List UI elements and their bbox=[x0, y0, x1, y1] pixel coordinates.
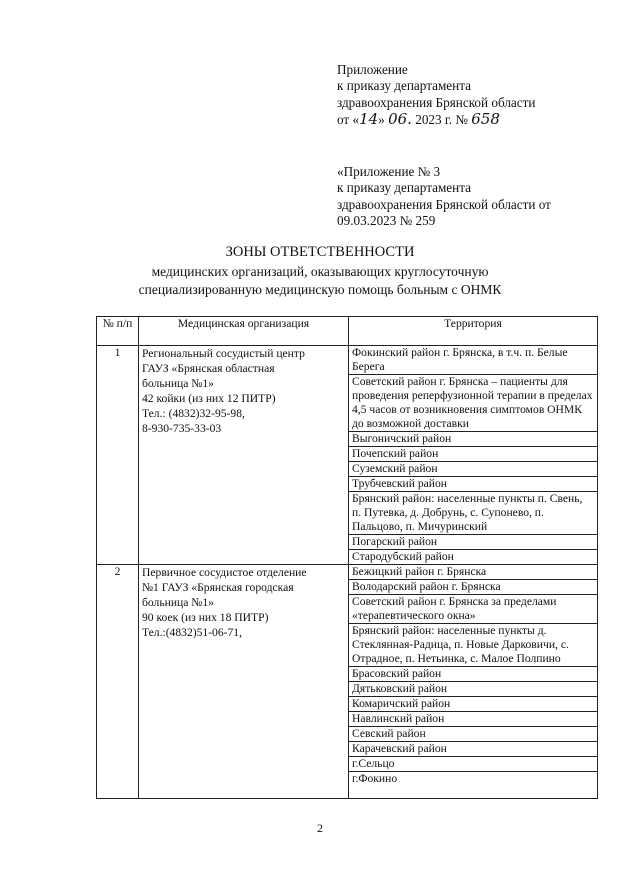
territory-cell: Выгоничский район bbox=[349, 432, 598, 447]
document-subtitle-2: специализированную медицинскую помощь больным с ОНМК bbox=[138, 282, 502, 297]
table-row bbox=[97, 565, 598, 580]
org-line: 42 койки (из них 12 ПИТР) bbox=[142, 392, 276, 405]
appendix-3-date-line: 09.03.2023 № 259 bbox=[337, 212, 436, 228]
date-prefix: от « bbox=[337, 111, 360, 127]
page-number: 2 bbox=[317, 821, 323, 835]
org-line: 8-930-735-33-03 bbox=[142, 422, 222, 435]
org-line: №1 ГАУЗ «Брянская городская bbox=[142, 581, 294, 594]
header-org: Медицинская организация bbox=[139, 317, 349, 346]
handwritten-month: 06. bbox=[388, 109, 412, 128]
appendix-order-line: к приказу департамента bbox=[337, 78, 471, 94]
document-title: ЗОНЫ ОТВЕТСТВЕННОСТИ bbox=[225, 244, 415, 260]
territory-cell: г.Фокино bbox=[349, 772, 598, 799]
handwritten-number: 658 bbox=[471, 109, 500, 128]
territory-cell: Брянский район: населенные пункты п. Свень, п. Путевка, д. Добрунь, с. Супонево, п. Пальцово, п. Мичуринский bbox=[349, 492, 598, 535]
org-line: 90 коек (из них 18 ПИТР) bbox=[142, 611, 269, 624]
date-year: 2023 г. № bbox=[411, 111, 472, 127]
org-line: ГАУЗ «Брянская областная bbox=[142, 362, 275, 375]
handwritten-day: 14 bbox=[359, 109, 379, 128]
table-header-row bbox=[97, 317, 598, 346]
territory-cell: Карачевский район bbox=[349, 742, 598, 757]
org-cell bbox=[139, 565, 349, 799]
territory-cell: Советский район г. Брянска за пределами «терапевтического окна» bbox=[349, 595, 598, 624]
territory-cell: Навлинский район bbox=[349, 712, 598, 727]
territory-cell: Бежицкий район г. Брянска bbox=[349, 565, 598, 580]
territory-cell: Дятьковский район bbox=[349, 682, 598, 697]
appendix-3-order-line: к приказу департамента bbox=[337, 180, 471, 196]
appendix-3-department-line: здравоохранения Брянской области от bbox=[337, 196, 551, 212]
territory-cell: Брасовский район bbox=[349, 667, 598, 682]
org-line: Тел.: (4832)32-95-98, bbox=[142, 407, 245, 420]
header-territory: Территория bbox=[349, 317, 598, 346]
territory-cell: Погарский район bbox=[349, 535, 598, 550]
territory-cell: Володарский район г. Брянска bbox=[349, 580, 598, 595]
responsibility-zones-table bbox=[96, 316, 598, 799]
territory-cell: Трубчевский район bbox=[349, 477, 598, 492]
territory-cell: Почепский район bbox=[349, 447, 598, 462]
territory-cell: Стародубский район bbox=[349, 550, 598, 565]
territory-cell: Фокинский район г. Брянска, в т.ч. п. Белые Берега bbox=[349, 346, 598, 375]
territory-cell: Комаричский район bbox=[349, 697, 598, 712]
territory-cell: Брянский район: населенные пункты д. Стеклянная-Радица, п. Новые Дарковичи, с. Отрадное, п. Нетьинка, с. Малое Полпино bbox=[349, 624, 598, 667]
org-cell bbox=[139, 346, 349, 565]
org-line: больница №1» bbox=[142, 596, 214, 609]
row-num: 1 bbox=[97, 346, 139, 565]
org-line: Региональный сосудистый центр bbox=[142, 347, 305, 360]
org-line: больница №1» bbox=[142, 377, 214, 390]
org-line: Тел.:(4832)51-06-71, bbox=[142, 626, 243, 639]
org-line: Первичное сосудистое отделение bbox=[142, 566, 307, 579]
appendix-3-header bbox=[337, 164, 551, 229]
appendix-header bbox=[337, 62, 535, 128]
document-subtitle-1: медицинских организаций, оказывающих круглосуточную bbox=[151, 264, 489, 279]
appendix-3-label: «Приложение № 3 bbox=[337, 164, 441, 179]
appendix-department-line: здравоохранения Брянской области bbox=[337, 94, 536, 110]
table-row bbox=[97, 346, 598, 375]
territory-cell: г.Сельцо bbox=[349, 757, 598, 772]
appendix-label: Приложение bbox=[337, 62, 408, 77]
date-mid: » bbox=[378, 111, 389, 127]
territory-cell: Суземский район bbox=[349, 462, 598, 477]
header-num: № п/п bbox=[97, 317, 139, 346]
appendix-date-line bbox=[337, 111, 535, 128]
territory-cell: Севский район bbox=[349, 727, 598, 742]
row-num: 2 bbox=[97, 565, 139, 799]
territory-cell: Советский район г. Брянска – пациенты для проведения реперфузионной терапии в пределах 4,5 часов от возникновения симптомов ОНМК до возможной доставки bbox=[349, 375, 598, 432]
